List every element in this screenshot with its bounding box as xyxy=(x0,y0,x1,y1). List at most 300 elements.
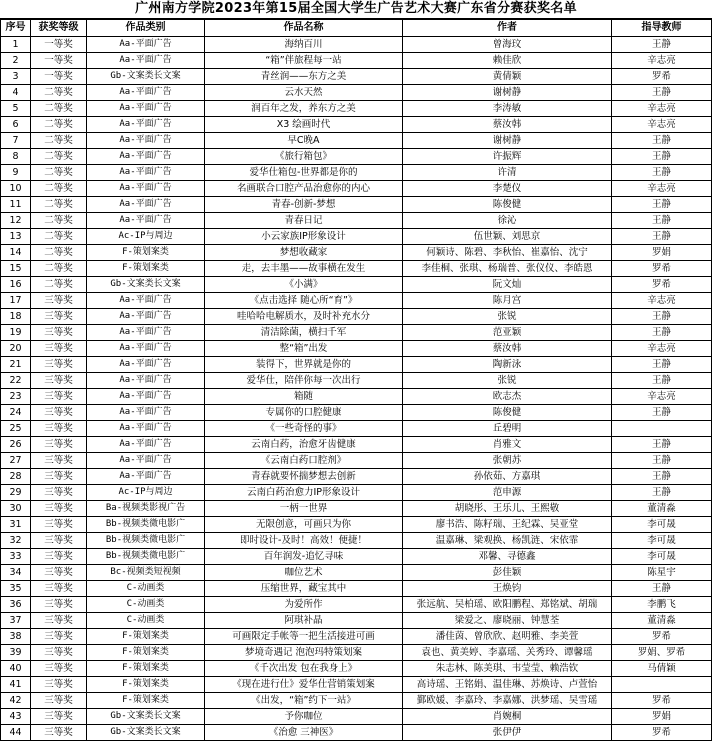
cell-work: 小云家族IP形象设计 xyxy=(205,229,403,245)
cell-teacher: 罗希 xyxy=(612,69,712,85)
cell-award: 二等奖 xyxy=(31,149,87,165)
cell-award: 二等奖 xyxy=(31,165,87,181)
cell-teacher: 王静 xyxy=(612,309,712,325)
cell-category: Aa-平面广告 xyxy=(87,37,205,53)
cell-work: 整“箱”出发 xyxy=(205,341,403,357)
cell-no: 14 xyxy=(1,245,31,261)
cell-author: 谢树静 xyxy=(403,85,612,101)
cell-work: 《旅行箱包》 xyxy=(205,149,403,165)
cell-author: 肖婉桐 xyxy=(403,709,612,725)
header-category: 作品类别 xyxy=(87,20,205,37)
cell-no: 16 xyxy=(1,277,31,293)
cell-teacher: 王静 xyxy=(612,85,712,101)
table-row xyxy=(1,117,712,133)
cell-award: 二等奖 xyxy=(31,245,87,261)
cell-work: 梦境奇遇记 泡泡玛特策划案 xyxy=(205,645,403,661)
cell-author: 徐沁 xyxy=(403,213,612,229)
table-row xyxy=(1,245,712,261)
cell-teacher: 王静 xyxy=(612,357,712,373)
cell-no: 18 xyxy=(1,309,31,325)
award-table xyxy=(0,19,712,741)
cell-author: 朱志林、陈美琪、韦莹莹、赖浩钦 xyxy=(403,661,612,677)
cell-category: Gb-文案类长文案 xyxy=(87,709,205,725)
cell-author: 肖雅文 xyxy=(403,437,612,453)
cell-author: 欧志杰 xyxy=(403,389,612,405)
cell-no: 44 xyxy=(1,725,31,741)
cell-category: C-动画类 xyxy=(87,581,205,597)
cell-award: 三等奖 xyxy=(31,629,87,645)
sheet-title: 广州南方学院2023年第15届全国大学生广告艺术大赛广东省分赛获奖名单 xyxy=(0,0,712,19)
cell-no: 42 xyxy=(1,693,31,709)
cell-work: 爱华仕箱包-世界都是你的 xyxy=(205,165,403,181)
cell-no: 24 xyxy=(1,405,31,421)
table-row xyxy=(1,341,712,357)
cell-category: Gb-文案类长文案 xyxy=(87,69,205,85)
cell-award: 三等奖 xyxy=(31,533,87,549)
cell-teacher: 李可晟 xyxy=(612,549,712,565)
header-work: 作品名称 xyxy=(205,20,403,37)
cell-award: 三等奖 xyxy=(31,677,87,693)
cell-category: Bb-视频类微电影广 xyxy=(87,549,205,565)
cell-category: Aa-平面广告 xyxy=(87,373,205,389)
cell-work: 一柄一世界 xyxy=(205,501,403,517)
cell-work: 《千次出发 包在我身上》 xyxy=(205,661,403,677)
cell-award: 三等奖 xyxy=(31,597,87,613)
cell-author: 许振辉 xyxy=(403,149,612,165)
cell-teacher: 王静 xyxy=(612,213,712,229)
cell-teacher: 王静 xyxy=(612,197,712,213)
cell-author: 曾海玟 xyxy=(403,37,612,53)
cell-author: 黄倩颖 xyxy=(403,69,612,85)
cell-award: 三等奖 xyxy=(31,309,87,325)
cell-teacher: 罗娟 xyxy=(612,245,712,261)
table-row xyxy=(1,629,712,645)
cell-award: 二等奖 xyxy=(31,277,87,293)
cell-award: 二等奖 xyxy=(31,101,87,117)
cell-no: 31 xyxy=(1,517,31,533)
cell-teacher: 辛志亮 xyxy=(612,341,712,357)
cell-author: 陈俊健 xyxy=(403,405,612,421)
cell-teacher: 王静 xyxy=(612,469,712,485)
table-row xyxy=(1,501,712,517)
cell-author: 彭佳颖 xyxy=(403,565,612,581)
cell-award: 三等奖 xyxy=(31,405,87,421)
cell-no: 20 xyxy=(1,341,31,357)
cell-no: 6 xyxy=(1,117,31,133)
table-row xyxy=(1,597,712,613)
cell-author: 张远航、吴柏瑶、欧阳鹏程、郑铭斌、胡瑞 xyxy=(403,597,612,613)
cell-teacher: 辛志亮 xyxy=(612,181,712,197)
cell-work: 《小满》 xyxy=(205,277,403,293)
table-row xyxy=(1,549,712,565)
header-teacher: 指导教师 xyxy=(612,20,712,37)
table-row xyxy=(1,197,712,213)
cell-teacher: 罗希 xyxy=(612,725,712,741)
cell-category: Aa-平面广告 xyxy=(87,85,205,101)
cell-work: 《点击选择 随心所“育”》 xyxy=(205,293,403,309)
cell-category: Aa-平面广告 xyxy=(87,117,205,133)
table-row xyxy=(1,101,712,117)
cell-work: 海纳百川 xyxy=(205,37,403,53)
cell-no: 23 xyxy=(1,389,31,405)
cell-teacher: 陈星宇 xyxy=(612,565,712,581)
cell-work: 青春就要怀揣梦想去创新 xyxy=(205,469,403,485)
cell-teacher: 王静 xyxy=(612,405,712,421)
cell-award: 三等奖 xyxy=(31,725,87,741)
cell-no: 25 xyxy=(1,421,31,437)
cell-author: 李楚仪 xyxy=(403,181,612,197)
cell-author: 伍世颖、刘思京 xyxy=(403,229,612,245)
cell-category: Aa-平面广告 xyxy=(87,325,205,341)
cell-category: Aa-平面广告 xyxy=(87,453,205,469)
cell-category: Bb-视频类微电影广 xyxy=(87,533,205,549)
cell-work: 走，去丰墨——故事横在发生 xyxy=(205,261,403,277)
cell-teacher: 王静 xyxy=(612,437,712,453)
cell-work: 名画联合口腔产品治愈你的内心 xyxy=(205,181,403,197)
cell-author: 陈俊健 xyxy=(403,197,612,213)
cell-author: 鄞欧媛、李嘉玲、李嘉娜、洪梦瑶、吴雪瑶 xyxy=(403,693,612,709)
table-row xyxy=(1,373,712,389)
cell-no: 10 xyxy=(1,181,31,197)
cell-teacher: 王静 xyxy=(612,325,712,341)
cell-category: Aa-平面广告 xyxy=(87,101,205,117)
cell-category: Aa-平面广告 xyxy=(87,309,205,325)
cell-work: X3 绘画时代 xyxy=(205,117,403,133)
cell-no: 9 xyxy=(1,165,31,181)
cell-author: 温嘉琳、梁观换、杨凯涟、宋依霏 xyxy=(403,533,612,549)
cell-award: 三等奖 xyxy=(31,709,87,725)
cell-category: Aa-平面广告 xyxy=(87,469,205,485)
table-row xyxy=(1,229,712,245)
cell-teacher: 董清淼 xyxy=(612,501,712,517)
cell-award: 二等奖 xyxy=(31,117,87,133)
cell-award: 二等奖 xyxy=(31,229,87,245)
cell-author: 孙依茹、方嘉琪 xyxy=(403,469,612,485)
cell-teacher: 王静 xyxy=(612,229,712,245)
cell-teacher: 王静 xyxy=(612,373,712,389)
cell-category: Ba-视频类影视广告 xyxy=(87,501,205,517)
table-row xyxy=(1,261,712,277)
cell-teacher: 王静 xyxy=(612,165,712,181)
cell-category: Aa-平面广告 xyxy=(87,53,205,69)
cell-no: 13 xyxy=(1,229,31,245)
cell-work: 《一些奇怪的事》 xyxy=(205,421,403,437)
cell-award: 一等奖 xyxy=(31,37,87,53)
cell-author: 赖佳欣 xyxy=(403,53,612,69)
cell-teacher xyxy=(612,421,712,437)
table-row xyxy=(1,69,712,85)
cell-award: 三等奖 xyxy=(31,373,87,389)
cell-category: Aa-平面广告 xyxy=(87,293,205,309)
cell-work: “箱”伴旅程每一站 xyxy=(205,53,403,69)
table-row xyxy=(1,693,712,709)
cell-category: Aa-平面广告 xyxy=(87,149,205,165)
cell-award: 三等奖 xyxy=(31,613,87,629)
cell-work: 青丝润——东方之美 xyxy=(205,69,403,85)
cell-work: 为爱所作 xyxy=(205,597,403,613)
cell-teacher: 王静 xyxy=(612,37,712,53)
cell-work: 可画限定手帐等一把生活接进可画 xyxy=(205,629,403,645)
cell-award: 一等奖 xyxy=(31,69,87,85)
cell-award: 一等奖 xyxy=(31,53,87,69)
cell-author: 高诗瑶、王铭娟、温佳琳、苏焕诗、卢萱怡 xyxy=(403,677,612,693)
cell-author: 潘佳茵、曾欣欣、赵明雅、李美萱 xyxy=(403,629,612,645)
cell-no: 35 xyxy=(1,581,31,597)
cell-author: 阮文灿 xyxy=(403,277,612,293)
table-row xyxy=(1,85,712,101)
cell-author: 李佳桐、张琪、杨瑞普、张仪仪、李皓恩 xyxy=(403,261,612,277)
cell-category: C-动画类 xyxy=(87,613,205,629)
cell-award: 三等奖 xyxy=(31,341,87,357)
cell-no: 11 xyxy=(1,197,31,213)
table-row xyxy=(1,293,712,309)
cell-teacher: 王静 xyxy=(612,133,712,149)
cell-work: 云南白药，治愈牙齿健康 xyxy=(205,437,403,453)
cell-work: 压缩世界，藏宝其中 xyxy=(205,581,403,597)
cell-work: 青春-创新-梦想 xyxy=(205,197,403,213)
cell-category: Ac-IP与周边 xyxy=(87,485,205,501)
cell-work: 箱随 xyxy=(205,389,403,405)
cell-author: 梁爱之、廖晓丽、钟慧荃 xyxy=(403,613,612,629)
cell-author: 许清 xyxy=(403,165,612,181)
table-row xyxy=(1,165,712,181)
cell-award: 二等奖 xyxy=(31,213,87,229)
table-body xyxy=(1,37,712,741)
cell-no: 29 xyxy=(1,485,31,501)
cell-no: 33 xyxy=(1,549,31,565)
cell-category: Ac-IP与周边 xyxy=(87,229,205,245)
cell-work: 哇哈哈电解质水，及时补充水分 xyxy=(205,309,403,325)
cell-no: 15 xyxy=(1,261,31,277)
cell-teacher: 辛志亮 xyxy=(612,389,712,405)
cell-author: 陈月宫 xyxy=(403,293,612,309)
cell-award: 三等奖 xyxy=(31,293,87,309)
cell-award: 三等奖 xyxy=(31,469,87,485)
cell-work: 《现在进行仕》爱华仕营销策划案 xyxy=(205,677,403,693)
cell-work: 《云南白药口腔剂》 xyxy=(205,453,403,469)
table-row xyxy=(1,389,712,405)
table-row xyxy=(1,325,712,341)
cell-category: Gb-文案类长文案 xyxy=(87,277,205,293)
cell-award: 三等奖 xyxy=(31,325,87,341)
table-row xyxy=(1,613,712,629)
table-row xyxy=(1,565,712,581)
cell-category: F-策划案类 xyxy=(87,245,205,261)
cell-no: 38 xyxy=(1,629,31,645)
cell-award: 三等奖 xyxy=(31,661,87,677)
table-row xyxy=(1,133,712,149)
cell-award: 三等奖 xyxy=(31,645,87,661)
cell-author: 何颖诗、陈碧、李秋怡、崔嘉怡、沈宁 xyxy=(403,245,612,261)
cell-no: 1 xyxy=(1,37,31,53)
cell-no: 17 xyxy=(1,293,31,309)
cell-author: 谢树静 xyxy=(403,133,612,149)
cell-category: Aa-平面广告 xyxy=(87,197,205,213)
cell-teacher xyxy=(612,677,712,693)
table-row xyxy=(1,517,712,533)
cell-teacher: 罗娟 xyxy=(612,709,712,725)
cell-teacher: 罗希 xyxy=(612,277,712,293)
table-row xyxy=(1,533,712,549)
cell-teacher: 马倩颖 xyxy=(612,661,712,677)
cell-category: F-策划案类 xyxy=(87,693,205,709)
cell-author: 蔡汝韩 xyxy=(403,341,612,357)
table-row xyxy=(1,645,712,661)
cell-category: Aa-平面广告 xyxy=(87,357,205,373)
cell-work: 润百年之发，养东方之美 xyxy=(205,101,403,117)
cell-category: F-策划案类 xyxy=(87,261,205,277)
table-row xyxy=(1,357,712,373)
cell-award: 二等奖 xyxy=(31,181,87,197)
cell-award: 二等奖 xyxy=(31,85,87,101)
cell-author: 范申源 xyxy=(403,485,612,501)
cell-no: 37 xyxy=(1,613,31,629)
table-row xyxy=(1,469,712,485)
table-row xyxy=(1,53,712,69)
cell-category: F-策划案类 xyxy=(87,661,205,677)
header-row xyxy=(1,20,712,37)
cell-teacher: 王静 xyxy=(612,149,712,165)
cell-award: 三等奖 xyxy=(31,421,87,437)
cell-award: 二等奖 xyxy=(31,261,87,277)
cell-no: 5 xyxy=(1,101,31,117)
cell-no: 22 xyxy=(1,373,31,389)
cell-no: 32 xyxy=(1,533,31,549)
cell-work: 早C晚A xyxy=(205,133,403,149)
table-row xyxy=(1,149,712,165)
cell-category: F-策划案类 xyxy=(87,645,205,661)
cell-no: 12 xyxy=(1,213,31,229)
cell-teacher: 王静 xyxy=(612,453,712,469)
cell-award: 三等奖 xyxy=(31,357,87,373)
cell-award: 三等奖 xyxy=(31,549,87,565)
table-row xyxy=(1,453,712,469)
cell-work: 《出发，“箱”约下一站》 xyxy=(205,693,403,709)
table-row xyxy=(1,677,712,693)
cell-no: 39 xyxy=(1,645,31,661)
cell-work: 梦想收藏家 xyxy=(205,245,403,261)
cell-category: Aa-平面广告 xyxy=(87,213,205,229)
cell-work: 装得下，世界就是你的 xyxy=(205,357,403,373)
cell-category: Bb-视频类微电影广 xyxy=(87,517,205,533)
cell-author: 丘碧明 xyxy=(403,421,612,437)
cell-teacher: 辛志亮 xyxy=(612,117,712,133)
cell-no: 7 xyxy=(1,133,31,149)
cell-category: Aa-平面广告 xyxy=(87,181,205,197)
cell-award: 三等奖 xyxy=(31,501,87,517)
cell-author: 张伊伊 xyxy=(403,725,612,741)
table-row xyxy=(1,709,712,725)
cell-category: Gb-文案类长文案 xyxy=(87,725,205,741)
table-row xyxy=(1,661,712,677)
cell-award: 三等奖 xyxy=(31,389,87,405)
cell-teacher: 辛志亮 xyxy=(612,53,712,69)
table-row xyxy=(1,725,712,741)
cell-teacher: 王静 xyxy=(612,581,712,597)
cell-no: 41 xyxy=(1,677,31,693)
cell-award: 二等奖 xyxy=(31,197,87,213)
cell-author: 邓馨、寻德鑫 xyxy=(403,549,612,565)
table-row xyxy=(1,181,712,197)
table-row xyxy=(1,581,712,597)
cell-no: 27 xyxy=(1,453,31,469)
cell-work: 云水天然 xyxy=(205,85,403,101)
cell-no: 36 xyxy=(1,597,31,613)
cell-author: 陶新泳 xyxy=(403,357,612,373)
cell-award: 三等奖 xyxy=(31,581,87,597)
cell-teacher: 李可晟 xyxy=(612,517,712,533)
table-row xyxy=(1,37,712,53)
cell-work: 专属你的口腔健康 xyxy=(205,405,403,421)
cell-teacher: 李可晟 xyxy=(612,533,712,549)
cell-award: 三等奖 xyxy=(31,437,87,453)
cell-category: Aa-平面广告 xyxy=(87,341,205,357)
cell-teacher: 罗希 xyxy=(612,261,712,277)
cell-author: 廖书浩、陈籽瑞、王纪霖、吴亚堂 xyxy=(403,517,612,533)
cell-category: F-策划案类 xyxy=(87,629,205,645)
cell-category: C-动画类 xyxy=(87,597,205,613)
cell-work: 爱华仕，陪伴你每一次出行 xyxy=(205,373,403,389)
cell-teacher: 罗希 xyxy=(612,629,712,645)
header-no: 序号 xyxy=(1,20,31,37)
cell-no: 8 xyxy=(1,149,31,165)
cell-work: 咖位艺术 xyxy=(205,565,403,581)
cell-teacher: 辛志亮 xyxy=(612,293,712,309)
table-row xyxy=(1,437,712,453)
cell-work: 阿琪补晶 xyxy=(205,613,403,629)
cell-no: 19 xyxy=(1,325,31,341)
cell-work: 《治愈 三神医》 xyxy=(205,725,403,741)
table-row xyxy=(1,421,712,437)
cell-award: 二等奖 xyxy=(31,133,87,149)
cell-category: Aa-平面广告 xyxy=(87,437,205,453)
cell-no: 3 xyxy=(1,69,31,85)
table-row xyxy=(1,213,712,229)
cell-author: 张锐 xyxy=(403,309,612,325)
cell-no: 4 xyxy=(1,85,31,101)
cell-category: Aa-平面广告 xyxy=(87,421,205,437)
cell-work: 百年润发-追忆寻味 xyxy=(205,549,403,565)
cell-no: 34 xyxy=(1,565,31,581)
cell-award: 三等奖 xyxy=(31,565,87,581)
cell-category: Aa-平面广告 xyxy=(87,405,205,421)
cell-no: 43 xyxy=(1,709,31,725)
cell-work: 云南白药治愈力IP形象设计 xyxy=(205,485,403,501)
cell-award: 三等奖 xyxy=(31,453,87,469)
table-row xyxy=(1,277,712,293)
table-row xyxy=(1,485,712,501)
cell-award: 三等奖 xyxy=(31,517,87,533)
cell-no: 2 xyxy=(1,53,31,69)
cell-author: 范亚颖 xyxy=(403,325,612,341)
cell-teacher: 罗希 xyxy=(612,693,712,709)
cell-author: 王焕钧 xyxy=(403,581,612,597)
cell-work: 予你咖位 xyxy=(205,709,403,725)
table-row xyxy=(1,309,712,325)
cell-no: 40 xyxy=(1,661,31,677)
cell-award: 三等奖 xyxy=(31,693,87,709)
cell-teacher: 董清淼 xyxy=(612,613,712,629)
cell-category: Bc-视频类短视频 xyxy=(87,565,205,581)
cell-category: F-策划案类 xyxy=(87,677,205,693)
cell-author: 张朝苏 xyxy=(403,453,612,469)
cell-award: 三等奖 xyxy=(31,485,87,501)
cell-teacher: 辛志亮 xyxy=(612,101,712,117)
cell-author: 袁也、黄美婷、李嘉瑶、关秀玲、谭馨瑶 xyxy=(403,645,612,661)
cell-no: 21 xyxy=(1,357,31,373)
header-award: 获奖等级 xyxy=(31,20,87,37)
cell-author: 蔡汝韩 xyxy=(403,117,612,133)
